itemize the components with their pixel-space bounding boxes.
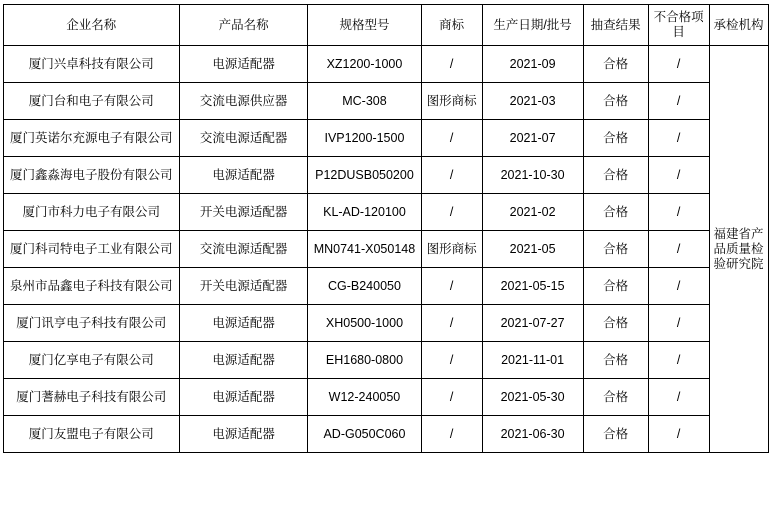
cell-product: 交流电源适配器: [180, 231, 308, 268]
cell-result: 合格: [583, 120, 648, 157]
column-header-product: 产品名称: [180, 5, 308, 46]
cell-defect-item: /: [648, 120, 709, 157]
cell-defect-item: /: [648, 342, 709, 379]
cell-agency: 福建省产品质量检验研究院: [709, 46, 768, 453]
cell-result: 合格: [583, 268, 648, 305]
cell-production-date: 2021-03: [482, 83, 583, 120]
cell-model: CG-B240050: [308, 268, 421, 305]
column-header-brand: 商标: [421, 5, 482, 46]
cell-result: 合格: [583, 305, 648, 342]
cell-brand: 图形商标: [421, 231, 482, 268]
cell-product: 电源适配器: [180, 305, 308, 342]
cell-result: 合格: [583, 416, 648, 453]
cell-defect-item: /: [648, 305, 709, 342]
cell-product: 电源适配器: [180, 342, 308, 379]
cell-model: KL-AD-120100: [308, 194, 421, 231]
cell-company: 厦门友盟电子有限公司: [3, 416, 180, 453]
table-row: [3, 83, 768, 120]
cell-brand: /: [421, 379, 482, 416]
cell-company: 厦门英诺尔充源电子有限公司: [3, 120, 180, 157]
cell-product: 电源适配器: [180, 416, 308, 453]
cell-model: MN0741-X050148: [308, 231, 421, 268]
cell-product: 电源适配器: [180, 46, 308, 83]
table-row: [3, 120, 768, 157]
cell-production-date: 2021-07-27: [482, 305, 583, 342]
cell-defect-item: /: [648, 157, 709, 194]
table-body: [3, 46, 768, 453]
cell-brand: /: [421, 194, 482, 231]
cell-company: 泉州市品鑫电子科技有限公司: [3, 268, 180, 305]
header-row: [3, 5, 768, 46]
cell-production-date: 2021-05: [482, 231, 583, 268]
table-row: [3, 342, 768, 379]
table-row: [3, 46, 768, 83]
cell-product: 开关电源适配器: [180, 194, 308, 231]
cell-production-date: 2021-05-15: [482, 268, 583, 305]
cell-production-date: 2021-11-01: [482, 342, 583, 379]
cell-brand: /: [421, 305, 482, 342]
cell-brand: /: [421, 416, 482, 453]
cell-defect-item: /: [648, 268, 709, 305]
cell-product: 交流电源供应器: [180, 83, 308, 120]
column-header-production-date: 生产日期/批号: [482, 5, 583, 46]
table-row: [3, 416, 768, 453]
table-row: [3, 305, 768, 342]
cell-brand: /: [421, 342, 482, 379]
cell-product: 开关电源适配器: [180, 268, 308, 305]
cell-production-date: 2021-02: [482, 194, 583, 231]
cell-company: 厦门蓍赫电子科技有限公司: [3, 379, 180, 416]
cell-model: AD-G050C060: [308, 416, 421, 453]
column-header-agency: 承检机构: [709, 5, 768, 46]
cell-result: 合格: [583, 46, 648, 83]
cell-model: IVP1200-1500: [308, 120, 421, 157]
cell-product: 电源适配器: [180, 157, 308, 194]
cell-model: W12-240050: [308, 379, 421, 416]
cell-brand: /: [421, 120, 482, 157]
cell-production-date: 2021-07: [482, 120, 583, 157]
cell-production-date: 2021-05-30: [482, 379, 583, 416]
cell-model: MC-308: [308, 83, 421, 120]
column-header-result: 抽查结果: [583, 5, 648, 46]
cell-model: EH1680-0800: [308, 342, 421, 379]
cell-production-date: 2021-06-30: [482, 416, 583, 453]
column-header-defect-item: 不合格项目: [648, 5, 709, 46]
cell-model: P12DUSB050200: [308, 157, 421, 194]
table-row: [3, 157, 768, 194]
table-row: [3, 379, 768, 416]
cell-result: 合格: [583, 157, 648, 194]
cell-defect-item: /: [648, 416, 709, 453]
table-row: [3, 268, 768, 305]
cell-defect-item: /: [648, 46, 709, 83]
cell-production-date: 2021-09: [482, 46, 583, 83]
column-header-company: 企业名称: [3, 5, 180, 46]
cell-result: 合格: [583, 379, 648, 416]
cell-company: 厦门亿享电子有限公司: [3, 342, 180, 379]
cell-defect-item: /: [648, 83, 709, 120]
cell-brand: /: [421, 268, 482, 305]
inspection-results-table: [3, 4, 769, 453]
cell-defect-item: /: [648, 194, 709, 231]
cell-result: 合格: [583, 194, 648, 231]
table-row: [3, 194, 768, 231]
table-header: [3, 5, 768, 46]
cell-result: 合格: [583, 342, 648, 379]
cell-model: XH0500-1000: [308, 305, 421, 342]
cell-result: 合格: [583, 83, 648, 120]
cell-company: 厦门讯亨电子科技有限公司: [3, 305, 180, 342]
cell-product: 交流电源适配器: [180, 120, 308, 157]
table-row: [3, 231, 768, 268]
cell-brand: /: [421, 46, 482, 83]
column-header-model: 规格型号: [308, 5, 421, 46]
cell-result: 合格: [583, 231, 648, 268]
cell-defect-item: /: [648, 379, 709, 416]
cell-company: 厦门科司特电子工业有限公司: [3, 231, 180, 268]
cell-company: 厦门台和电子有限公司: [3, 83, 180, 120]
cell-company: 厦门鑫淼海电子股份有限公司: [3, 157, 180, 194]
cell-brand: /: [421, 157, 482, 194]
cell-product: 电源适配器: [180, 379, 308, 416]
cell-model: XZ1200-1000: [308, 46, 421, 83]
cell-production-date: 2021-10-30: [482, 157, 583, 194]
cell-company: 厦门市科力电子有限公司: [3, 194, 180, 231]
cell-company: 厦门兴卓科技有限公司: [3, 46, 180, 83]
cell-brand: 图形商标: [421, 83, 482, 120]
cell-defect-item: /: [648, 231, 709, 268]
